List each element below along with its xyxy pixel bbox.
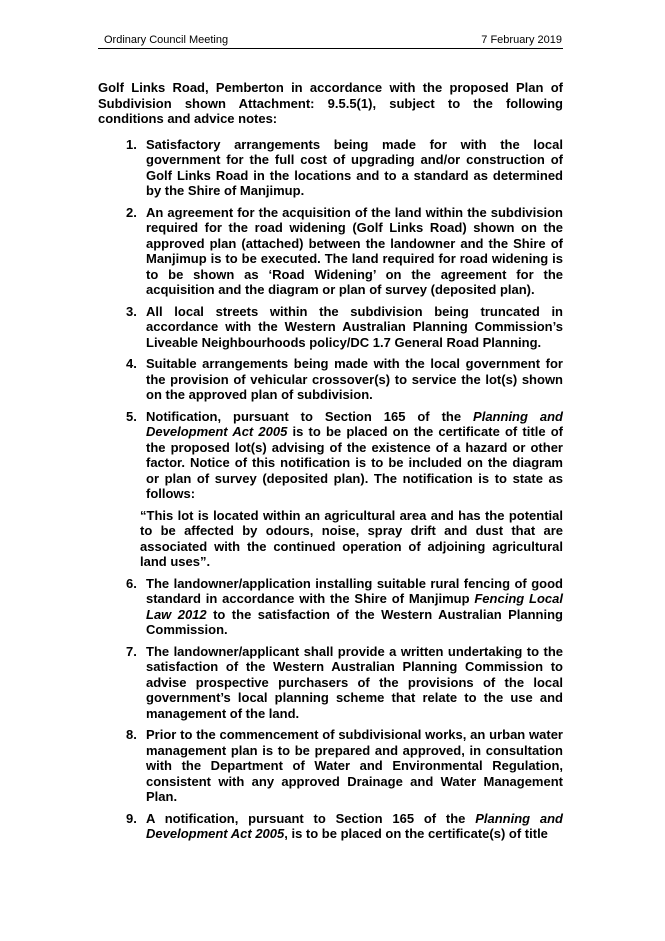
- notification-quote-text: [140, 508, 563, 570]
- text-segment: Prior to the commencement of subdivisional works, an urban water management plan is to be prepared and approved, in consultation with the Department of Water and Environmental Regulation, consistent with any approved Drainage and Water Management Plan.: [146, 727, 563, 804]
- text-segment: The landowner/applicant shall provide a written undertaking to the satisfaction of the Western Australian Planning Commission to advise prospective purchasers of the provisions of the local government’s local planning scheme that relate to the use and management of the land.: [146, 643, 563, 721]
- condition-number: 1.: [126, 136, 137, 152]
- text-segment: A notification, pursuant to Section 165 of the: [146, 810, 476, 826]
- condition-number: 6.: [126, 575, 137, 591]
- text-segment: is to be placed on the certificate of title of the proposed lot(s) advising of the existence of a hazard or other factor. Notice of this notification is to be included on the diagram or plan of survey (deposited plan). The notification is to state as follows:: [146, 424, 563, 501]
- condition-item: [98, 727, 563, 805]
- text-segment: All local streets within the subdivision being truncated in accordance with the Western Australian Planning Commission’s Liveable Neighbourhoods policy/DC 1.7 General Road Planning.: [146, 303, 563, 350]
- header-rule: [98, 48, 563, 49]
- condition-text: [146, 409, 563, 502]
- header-title: Ordinary Council Meeting: [104, 34, 229, 46]
- condition-number: 5.: [126, 408, 137, 424]
- header-date: 7 February 2019: [481, 34, 562, 46]
- text-segment: “This lot is located within an agricultural area and has the potential to be affected by odours, noise, spray drift and dust that are associated with the continued operation of adjoining agricultural land uses”.: [140, 507, 563, 569]
- condition-item: [98, 576, 563, 638]
- condition-text: [146, 137, 563, 199]
- condition-text: [146, 644, 563, 722]
- condition-item: [98, 137, 563, 199]
- text-segment: to the satisfaction of the Western Australian Planning Commission.: [146, 606, 563, 637]
- italic-text-segment: Planning and Development Act 2005: [146, 810, 563, 841]
- condition-item: [98, 304, 563, 351]
- text-segment: An agreement for the acquisition of the land within the subdivision required for the road widening (Golf Links Road) shown on the approved plan (attached) between the landowner and the Shire of Manjimup is to be executed. The land required for road widening is to be shown as ‘Road Widening’ on the agreement for the acquisition and the diagram or plan of survey (deposited plan).: [146, 204, 563, 297]
- text-segment: Satisfactory arrangements being made for with the local government for the full cost of upgrading and/or construction of Golf Links Road in the locations and to a standard as determined by the Shire of Manjimup.: [146, 136, 563, 198]
- page-header: [98, 34, 563, 47]
- text-segment: Notification, pursuant to Section 165 of the: [146, 408, 474, 424]
- condition-text: [146, 576, 563, 638]
- document-body: [98, 80, 563, 842]
- italic-text-segment: Planning and Development Act 2005: [146, 408, 563, 439]
- text-segment: , is to be placed on the certificate(s) of title: [284, 826, 548, 841]
- condition-text: [146, 356, 563, 403]
- condition-number: 9.: [126, 810, 137, 826]
- condition-number: 7.: [126, 643, 137, 659]
- condition-item: [98, 644, 563, 722]
- condition-number: 3.: [126, 303, 137, 319]
- condition-number: 8.: [126, 727, 137, 742]
- condition-text: [146, 205, 563, 298]
- condition-text: [146, 304, 563, 351]
- condition-item: [98, 205, 563, 298]
- condition-number: 4.: [126, 356, 137, 371]
- condition-item: [98, 811, 563, 842]
- condition-text: [146, 811, 563, 842]
- condition-item: [98, 409, 563, 570]
- condition-number: 2.: [126, 204, 137, 220]
- italic-text-segment: Fencing Local Law 2012: [146, 591, 563, 622]
- text-segment: The landowner/application installing suitable rural fencing of good standard in accordance with the Shire of Manjimup: [146, 575, 563, 606]
- conditions-list: [98, 137, 563, 842]
- text-segment: Suitable arrangements being made with the local government for the provision of vehicular crossover(s) to service the lot(s) shown on the approved plan of subdivision.: [146, 356, 563, 402]
- condition-text: [146, 727, 563, 805]
- intro-paragraph: Golf Links Road, Pemberton in accordance with the proposed Plan of Subdivision shown Attachment: 9.5.5(1), subject to the following conditions and advice notes:: [98, 80, 563, 126]
- condition-item: [98, 356, 563, 403]
